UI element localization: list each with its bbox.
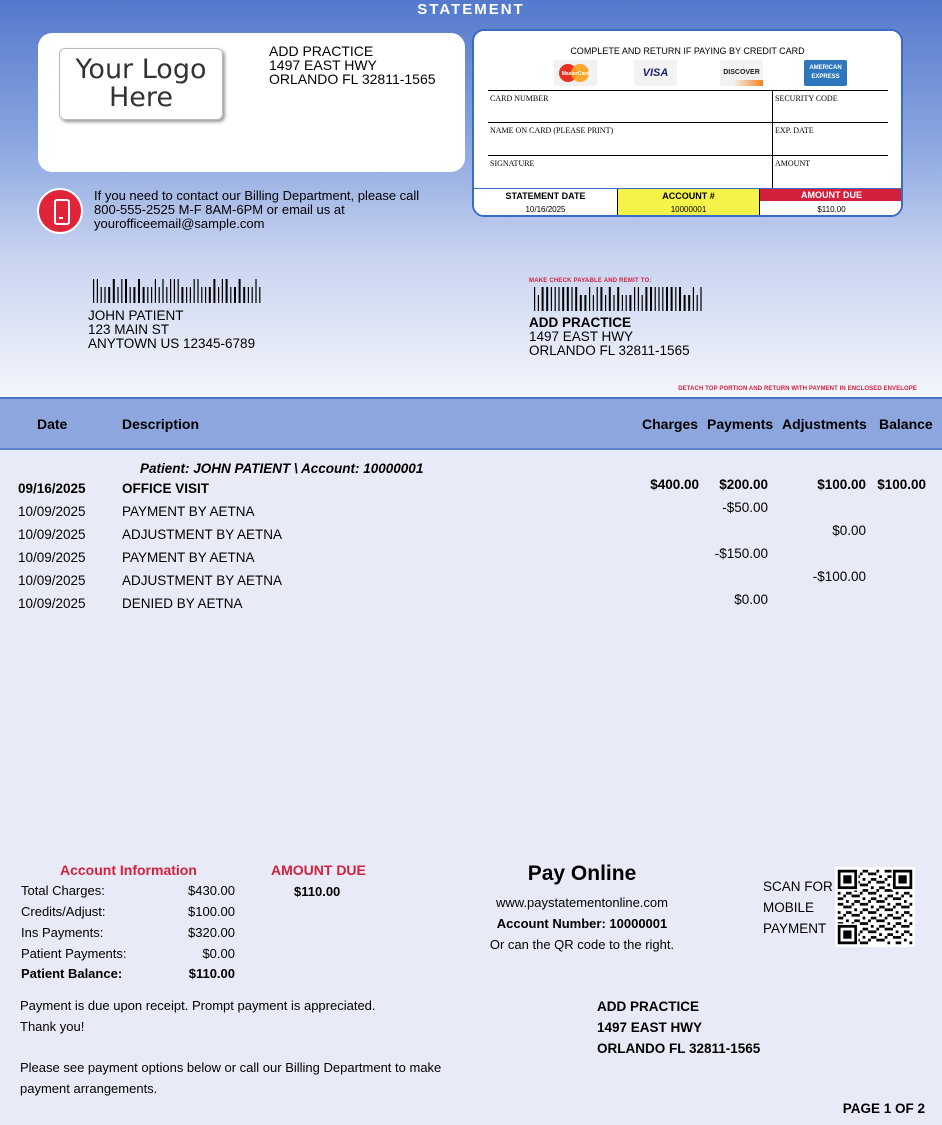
table-row	[0, 477, 942, 503]
page-number: PAGE 1 OF 2	[842, 1101, 925, 1116]
table-row	[0, 523, 942, 549]
bottom-practice-city: ORLANDO FL 32811-1565	[597, 1041, 761, 1056]
account-info-label: Patient Balance:	[21, 966, 123, 981]
row-date: 10/09/2025	[18, 573, 86, 588]
bottom-practice-name: ADD PRACTICE	[597, 999, 700, 1014]
credit-card-heading: COMPLETE AND RETURN IF PAYING BY CREDIT CARD	[570, 46, 805, 56]
table-row	[0, 569, 942, 595]
card-number-row[interactable]	[488, 90, 888, 123]
practice-city: ORLANDO FL 32811-1565	[269, 71, 436, 87]
row-adjustments: $100.00	[817, 477, 866, 492]
amount-label: AMOUNT	[772, 156, 810, 188]
signature-label: SIGNATURE	[490, 159, 535, 168]
mastercard-icon: MasterCard	[554, 60, 597, 86]
account-info-title: Account Information	[60, 862, 197, 878]
account-info-value: $110.00	[188, 966, 235, 981]
account-info-label: Credits/Adjust:	[21, 904, 106, 919]
row-date: 10/09/2025	[18, 527, 86, 542]
row-date: 10/09/2025	[18, 596, 86, 611]
scan-line3: PAYMENT	[763, 921, 827, 936]
remit-city: ORLANDO FL 32811-1565	[529, 343, 690, 358]
bottom-practice-street: 1497 EAST HWY	[597, 1020, 703, 1035]
patient-barcode	[93, 279, 263, 303]
row-date: 09/16/2025	[18, 481, 86, 496]
remit-address	[529, 316, 690, 358]
discover-icon: DISCOVER	[720, 60, 763, 86]
row-date: 10/09/2025	[18, 504, 86, 519]
phone-icon	[37, 188, 83, 234]
bottom-practice-address	[597, 996, 760, 1059]
account-info-value: $430.00	[188, 883, 235, 898]
table-row	[0, 500, 942, 526]
account-value: 10000001	[670, 205, 707, 214]
row-description: OFFICE VISIT	[122, 481, 210, 496]
row-payments: -$150.00	[714, 546, 768, 561]
logo-placeholder	[59, 48, 223, 120]
note-line1: Payment is due upon receipt. Prompt payment is appreciated.	[20, 998, 376, 1013]
pay-online-account: Account Number: 10000001	[496, 916, 668, 931]
patient-account-line: Patient: JOHN PATIENT \ Account: 10000001	[140, 461, 424, 476]
row-charges: $400.00	[650, 477, 699, 492]
amount-due-cell	[760, 189, 903, 217]
amount-due-value: $110.00	[817, 205, 846, 214]
note-line2: Thank you!	[20, 1019, 85, 1034]
row-description: DENIED BY AETNA	[122, 596, 243, 611]
practice-address	[269, 44, 436, 86]
amount-due-label: AMOUNT DUE	[760, 189, 903, 201]
scan-line2: MOBILE	[763, 900, 815, 915]
amount-due-title: AMOUNT DUE	[271, 862, 366, 878]
row-adjustments: -$100.00	[812, 569, 866, 584]
row-balance: $100.00	[877, 477, 926, 492]
col-description: Description	[122, 416, 200, 432]
signature-row[interactable]	[488, 156, 888, 189]
security-code-label: SECURITY CODE	[772, 91, 838, 122]
account-info-label: Total Charges:	[21, 883, 105, 898]
account-cell	[618, 189, 760, 217]
row-description: ADJUSTMENT BY AETNA	[122, 573, 283, 588]
amount-due-total: $110.00	[294, 884, 341, 899]
table-row	[0, 546, 942, 572]
table-row	[0, 592, 942, 618]
remit-practice-name: ADD PRACTICE	[529, 315, 632, 330]
pay-online-title: Pay Online	[527, 862, 637, 885]
scan-text	[763, 876, 833, 939]
patient-street: 123 MAIN ST	[88, 322, 170, 337]
col-adjustments: Adjustments	[782, 416, 867, 432]
detach-note: DETACH TOP PORTION AND RETURN WITH PAYMENT IN ENCLOSED ENVELOPE	[678, 386, 917, 392]
remit-barcode	[534, 287, 704, 311]
account-info-value: $0.00	[202, 946, 235, 961]
col-payments: Payments	[707, 416, 774, 432]
qr-code-icon[interactable]	[835, 867, 915, 947]
col-charges: Charges	[642, 416, 699, 432]
account-info-value: $320.00	[188, 925, 235, 940]
logo-line1: Your Logo	[75, 54, 207, 85]
patient-name: JOHN PATIENT	[88, 308, 184, 323]
remit-label: MAKE CHECK PAYABLE AND REMIT TO:	[529, 278, 652, 284]
logo-line2: Here	[108, 82, 174, 113]
col-date: Date	[37, 416, 68, 432]
remit-street: 1497 EAST HWY	[529, 329, 634, 344]
row-payments: $200.00	[719, 477, 768, 492]
amex-icon: AMERICAN EXPRESS	[804, 60, 847, 86]
name-on-card-row[interactable]	[488, 123, 888, 156]
patient-city: ANYTOWN US 12345-6789	[88, 336, 256, 351]
row-description: PAYMENT BY AETNA	[122, 504, 255, 519]
row-adjustments: $0.00	[832, 523, 866, 538]
statement-date-label: STATEMENT DATE	[505, 191, 586, 201]
practice-street: 1497 EAST HWY	[269, 57, 377, 73]
account-info-label: Ins Payments:	[21, 925, 104, 940]
account-info-label: Patient Payments:	[21, 946, 127, 961]
statement-summary	[474, 188, 901, 217]
row-payments: $0.00	[734, 592, 768, 607]
scan-line1: SCAN FOR	[763, 879, 833, 894]
col-balance: Balance	[879, 416, 933, 432]
row-date: 10/09/2025	[18, 550, 86, 565]
name-on-card-label: NAME ON CARD (PLEASE PRINT)	[490, 126, 614, 135]
account-info-value: $100.00	[188, 904, 235, 919]
note-line3: Please see payment options below or call our Billing Department to make	[20, 1060, 442, 1075]
exp-date-label: EXP. DATE	[772, 123, 814, 155]
patient-address	[88, 309, 255, 351]
visa-icon: VISA	[634, 60, 677, 86]
table-header	[0, 397, 942, 450]
statement-date-value: 10/16/2025	[525, 205, 566, 214]
account-label: ACCOUNT #	[662, 191, 715, 201]
row-description: ADJUSTMENT BY AETNA	[122, 527, 283, 542]
statement-date-cell	[474, 189, 618, 217]
practice-name: ADD PRACTICE	[269, 43, 374, 59]
pay-online-url[interactable]: www.paystatementonline.com	[496, 895, 668, 910]
contact-text: If you need to contact our Billing Department, please call 800-555-2525 M-F 8AM-6PM or email us at youroffiсeemail@sample.com	[94, 188, 420, 231]
statement-title: STATEMENT	[417, 1, 525, 18]
pay-online-qr-note: Or can the QR code to the right.	[489, 937, 675, 952]
practice-card	[38, 33, 465, 172]
row-description: PAYMENT BY AETNA	[122, 550, 255, 565]
credit-card-form	[472, 29, 903, 217]
row-payments: -$50.00	[722, 500, 768, 515]
note-line4: payment arrangements.	[20, 1081, 158, 1096]
card-number-label: CARD NUMBER	[490, 94, 549, 103]
